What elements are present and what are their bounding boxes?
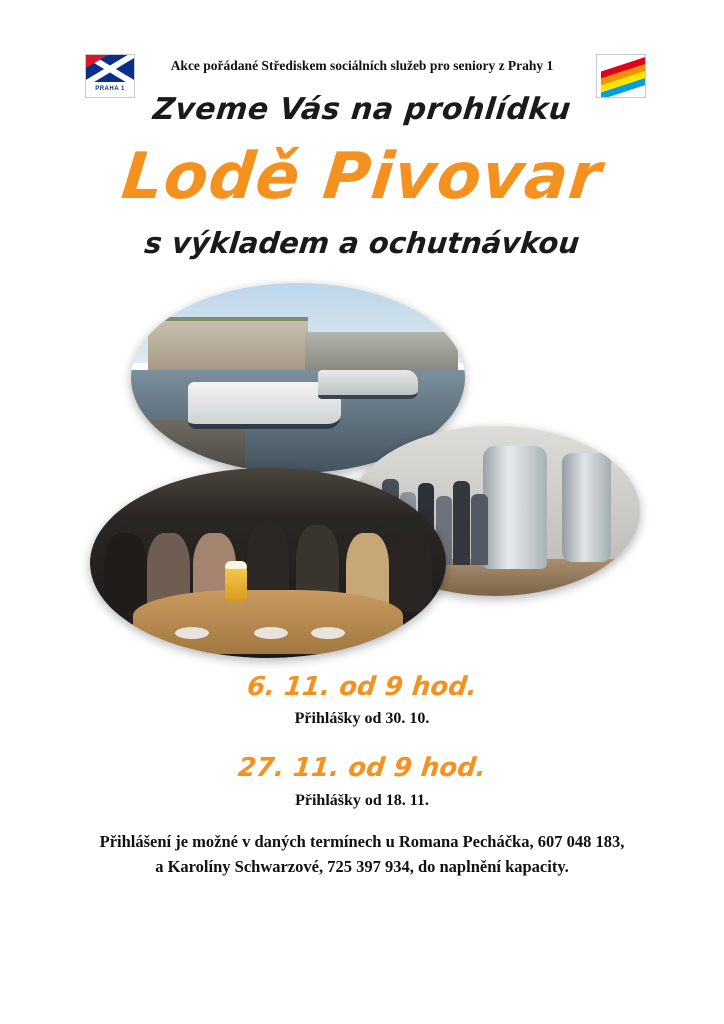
photo-person xyxy=(453,481,470,566)
contact-line-2: a Karolíny Schwarzové, 725 397 934, do naplnění kapacity. xyxy=(155,856,569,876)
photo-boat-second xyxy=(318,370,418,399)
photo-tasting-table xyxy=(90,468,446,658)
photo-plate xyxy=(254,627,288,639)
photo-brew-tank xyxy=(483,446,547,568)
page-title: Lodě Pivovar xyxy=(118,140,606,214)
photo-person xyxy=(471,494,488,565)
organizer-line: Akce pořádané Střediskem sociálních služeb pro seniory z Prahy 1 xyxy=(170,58,554,73)
photo-collage xyxy=(0,278,724,668)
photo-ceiling xyxy=(90,468,446,517)
photo-brew-tank xyxy=(562,453,611,562)
date-option-2: 27. 11. od 9 hod. xyxy=(236,753,488,783)
photo-person xyxy=(389,533,432,613)
contact-line-1: Přihlášení je možné v daných termínech u Romana Pecháčka, 607 048 183, xyxy=(99,832,625,851)
invite-line: Zveme Vás na prohlídku xyxy=(151,92,573,127)
photo-plate xyxy=(311,627,345,639)
date-option-1: 6. 11. od 9 hod. xyxy=(245,672,479,702)
praha-1-logo-caption: PRAHA 1 xyxy=(86,82,134,97)
registration-note-2: Přihlášky od 18. 11. xyxy=(295,792,429,809)
subtitle-line: s výkladem a ochutnávkou xyxy=(142,226,582,260)
photo-building-row xyxy=(305,332,459,374)
registration-note-1: Přihlášky od 30. 10. xyxy=(294,710,430,727)
photo-person xyxy=(104,533,147,613)
photo-table-surface xyxy=(133,590,404,655)
contact-info xyxy=(60,830,664,880)
photo-beer-glass xyxy=(225,567,247,601)
